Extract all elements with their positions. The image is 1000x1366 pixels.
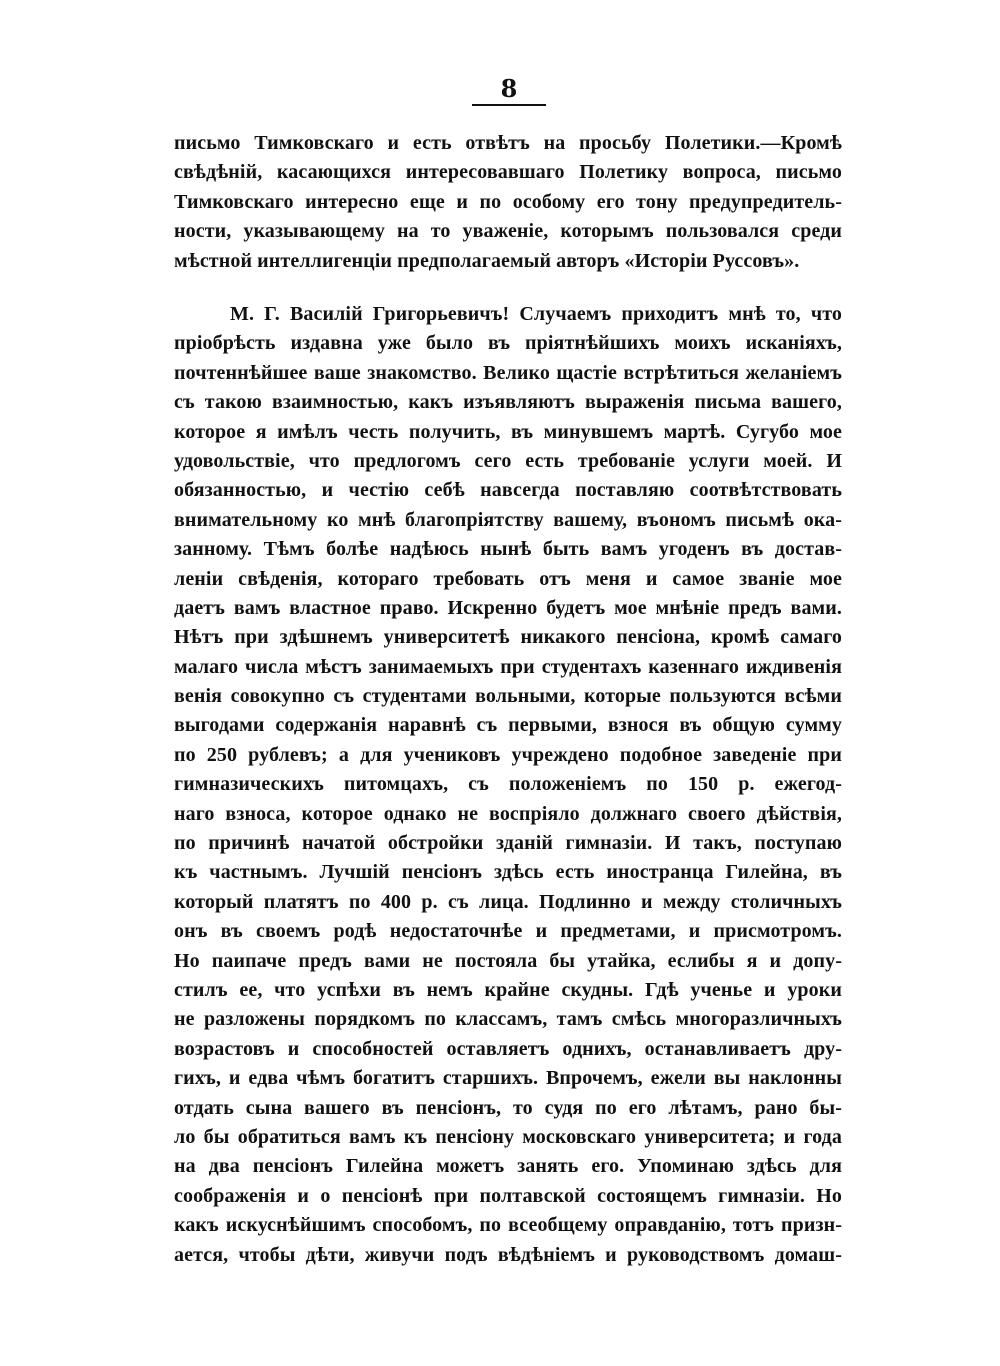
letter-line: ло бы обратиться вамъ къ пенсіону московскаго университета; и года	[174, 1125, 842, 1148]
letter-line: Нѣтъ при здѣшнемъ университетѣ никакого пенсіона, кромѣ самаго	[174, 626, 842, 649]
intro-line: Тимковскаго интересно еще и по особому его тону предупредитель-	[174, 190, 842, 213]
letter-line: не разложены порядкомъ по классамъ, тамъ смѣсь многоразличныхъ	[174, 1008, 842, 1031]
letter-line: по 250 рублевъ; а для учениковъ учреждено подобное заведеніе при	[174, 743, 842, 766]
intro-line: письмо Тимковскаго и есть отвѣтъ на просьбу Полетики.—Кромѣ	[174, 132, 842, 154]
letter-line: отдать сына вашего въ пенсіонъ, то судя по его лѣтамъ, рано бы-	[174, 1096, 842, 1119]
letter-line: внимательному ко мнѣ благопріятству вашему, въономъ письмѣ ока-	[174, 508, 842, 531]
letter-line: по причинѣ начатой обстройки зданій гимназіи. И такъ, поступаю	[174, 832, 842, 855]
letter-line: возрастовъ и способностей оставляетъ однихъ, останавливаетъ дру-	[174, 1037, 842, 1060]
intro-line: свѣдѣній, касающихся интересовавшаго Полетику вопроса, письмо	[174, 161, 842, 184]
page-number: 8	[500, 74, 518, 103]
letter-line: М. Г. Василій Григорьевичъ! Случаемъ приходитъ мнѣ то, что	[230, 303, 842, 325]
letter-line: соображенія и о пенсіонѣ при полтавской состоящемъ гимназіи. Но	[174, 1184, 842, 1207]
letter-line: какъ искуснѣйшимъ способомъ, по всеобщему оправданію, тотъ призн-	[174, 1214, 842, 1237]
page-number-rule	[472, 104, 546, 106]
letter-line: который платятъ по 400 р. съ лица. Подлинно и между столичныхъ	[174, 890, 842, 913]
letter-line: ается, чтобы дѣти, живучи подъ вѣдѣніемъ и руководствомъ домаш-	[174, 1243, 842, 1266]
letter-line: Но паипаче предъ вами не постояла бы утайка, еслибы я и допу-	[174, 949, 842, 972]
letter-line: венія совокупно съ студентами вольными, которые пользуются всѣми	[174, 685, 842, 708]
letter-line: занному. Тѣмъ болѣе надѣюсь нынѣ быть вамъ угоденъ въ достав-	[174, 538, 842, 561]
letter-line: обязанностью, и честію себѣ навсегда поставляю соотвѣтствовать	[174, 479, 842, 502]
letter-line: онъ въ своемъ родѣ недостаточнѣе и предметами, и присмотромъ.	[174, 920, 842, 943]
letter-line: пріобрѣсть издавна уже было въ пріятнѣйшихъ моихъ исканіяхъ,	[174, 332, 842, 355]
letter-line: къ частнымъ. Лучшій пенсіонъ здѣсь есть иностранца Гилейна, въ	[174, 861, 842, 884]
letter-line: почтеннѣйшее ваше знакомство. Велико щастіе встрѣтиться желаніемъ	[174, 361, 842, 384]
letter-line: наго взноса, которое однако не воспріяло должнаго своего дѣйствія,	[174, 802, 842, 825]
letter-line: леніи свѣденія, котораго требовать отъ меня и самое званіе мое	[174, 567, 842, 590]
letter-line: даетъ вамъ властное право. Искренно будетъ мое мнѣніе предъ вами.	[174, 596, 842, 619]
intro-line: мѣстной интеллигенціи предполагаемый авторъ «Исторіи Руссовъ».	[174, 249, 800, 272]
letter-line: выгодами содержанія наравнѣ съ первыми, взнося въ общую сумму	[174, 714, 842, 737]
letter-line: удовольствіе, что предлогомъ сего есть требованіе услуги моей. И	[174, 449, 842, 472]
letter-line: гихъ, и едва чѣмъ богатитъ старшихъ. Впрочемъ, ежели вы наклонны	[174, 1067, 842, 1090]
letter-line: стилъ ее, что успѣхи въ немъ крайне скудны. Гдѣ ученье и уроки	[174, 978, 842, 1001]
letter-paragraph	[174, 300, 842, 1270]
intro-paragraph	[174, 129, 842, 276]
letter-line: на два пенсіонъ Гилейна можетъ занять его. Упоминаю здѣсь для	[174, 1155, 842, 1178]
letter-line: которое я имѣлъ честь получить, въ минувшемъ мартѣ. Сугубо мое	[174, 420, 842, 443]
intro-line: ности, указывающему на то уваженіе, которымъ пользовался среди	[174, 220, 842, 243]
letter-line: гимназическихъ питомцахъ, съ положеніемъ по 150 р. ежегод-	[174, 773, 842, 796]
letter-line: съ такою взаимностью, какъ изъявляютъ выраженія письма вашего,	[174, 391, 842, 414]
letter-line: малаго числа мѣстъ занимаемыхъ при студентахъ казеннаго иждивенія	[174, 655, 842, 678]
